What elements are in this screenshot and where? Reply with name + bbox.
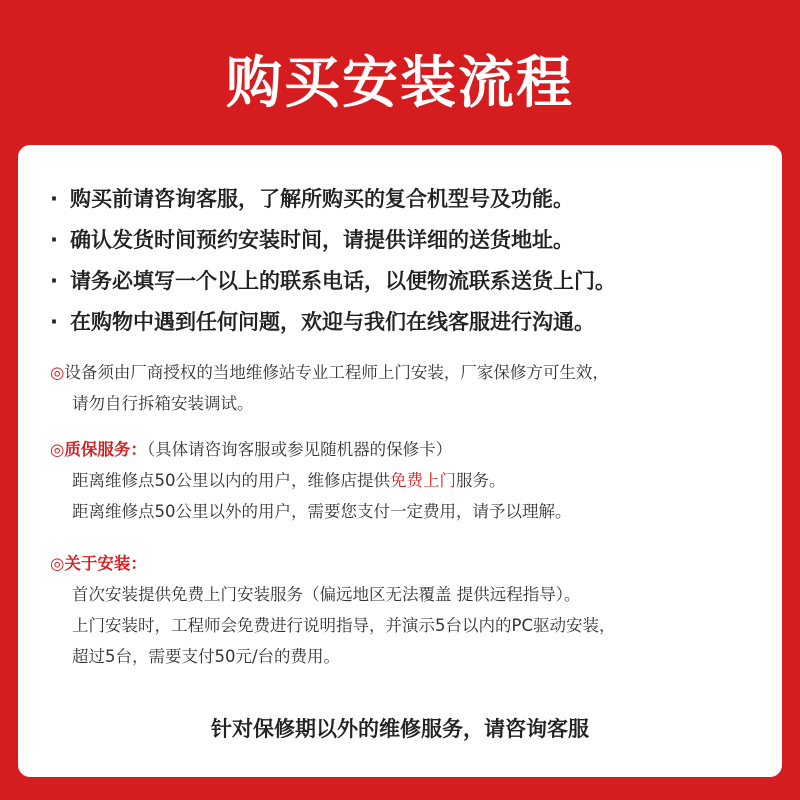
list-item-text: 请务必填写一个以上的联系电话，以便物流联系送货上门。 — [70, 269, 616, 293]
free-onsite-highlight: 免费上门 — [390, 471, 456, 490]
circle-mark-icon: ◎ — [50, 554, 65, 573]
list-item-text: 在购物中遇到任何问题，欢迎与我们在线客服进行沟通。 — [70, 310, 595, 334]
purchase-steps-list — [50, 179, 616, 343]
warranty-section — [50, 434, 572, 527]
notice-section — [50, 357, 609, 419]
notice-text: 请勿自行拆箱安装调试。 — [72, 394, 254, 413]
list-item — [50, 179, 616, 220]
warranty-note: （具体请咨询客服或参见随机器的保修卡） — [146, 440, 453, 459]
warranty-line — [50, 465, 572, 496]
install-line: 上门安装时，工程师会免费进行说明指导，并演示5台以内的PC驱动安装， — [72, 616, 616, 635]
bullet-dot: · — [50, 187, 58, 211]
notice-line — [50, 357, 609, 388]
list-item — [50, 261, 616, 302]
install-section — [50, 548, 615, 672]
page-title: 购买安装流程 — [226, 51, 574, 116]
install-heading: 关于安装： — [64, 554, 147, 573]
warranty-line: 距离维修点50公里以外的用户，需要您支付一定费用，请予以理解。 — [72, 502, 572, 521]
warranty-text: 距离维修点50公里以内的用户，维修店提供 — [72, 471, 390, 490]
bullet-dot: · — [50, 310, 58, 334]
bullet-dot: · — [50, 269, 58, 293]
info-card — [18, 145, 782, 777]
list-item — [50, 220, 616, 261]
circle-mark-icon: ◎ — [50, 440, 65, 459]
warranty-heading-line — [50, 434, 572, 465]
install-line: 超过5台，需要支付50元/台的费用。 — [72, 647, 341, 666]
notice-text: 设备须由厂商授权的当地维修站专业工程师上门安装，厂家保修方可生效， — [64, 363, 609, 382]
footer-text: 针对保修期以外的维修服务，请咨询客服 — [211, 717, 589, 741]
list-item-text: 确认发货时间预约安装时间，请提供详细的送货地址。 — [70, 228, 574, 252]
install-heading-line — [50, 548, 615, 579]
bullet-dot: · — [50, 228, 58, 252]
warranty-text: 服务。 — [456, 471, 506, 490]
warranty-heading: 质保服务： — [64, 440, 147, 459]
circle-mark-icon: ◎ — [50, 363, 65, 382]
list-item-text: 购买前请咨询客服，了解所购买的复合机型号及功能。 — [70, 187, 574, 211]
install-line: 首次安装提供免费上门安装服务（偏远地区无法覆盖 提供远程指导）。 — [72, 585, 581, 604]
list-item — [50, 302, 616, 343]
